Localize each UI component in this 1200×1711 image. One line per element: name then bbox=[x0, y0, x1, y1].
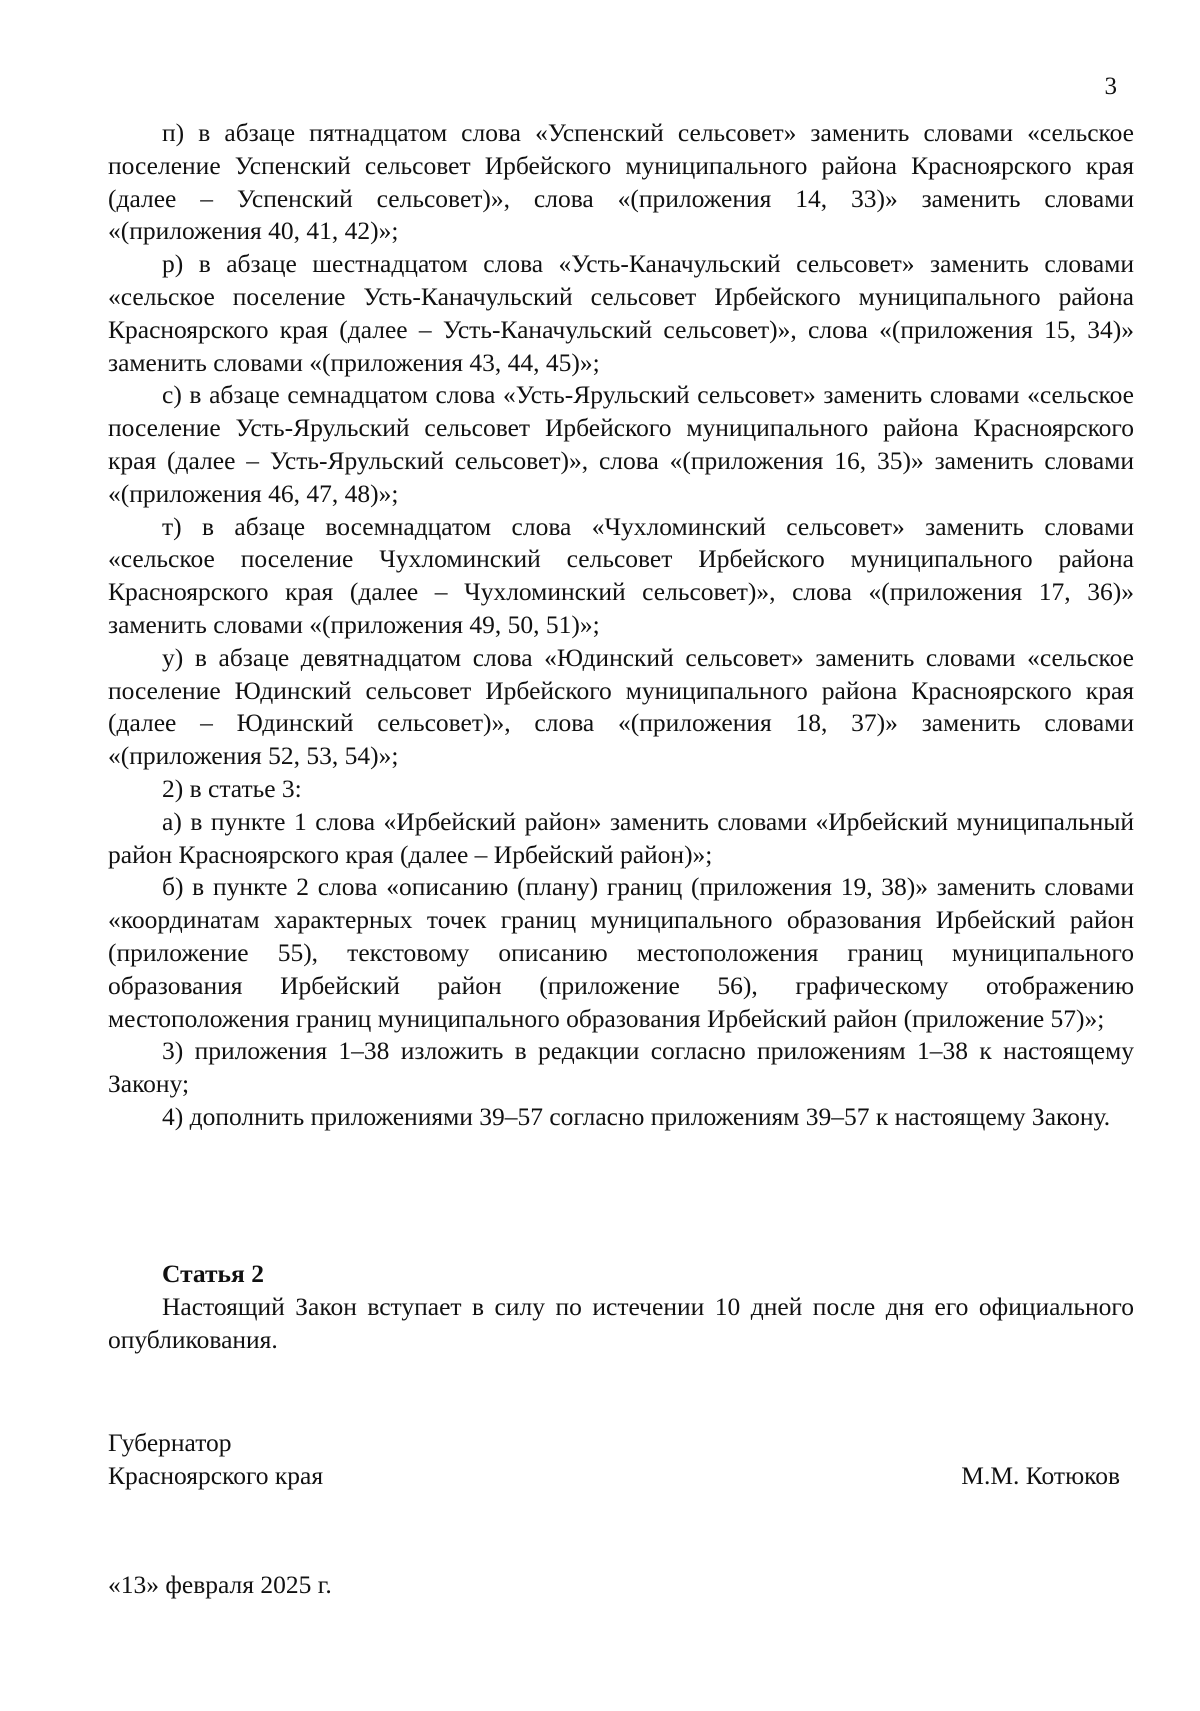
paragraph-3: 3) приложения 1–38 изложить в редакции согласно приложениям 1–38 к настоящему Закону; bbox=[108, 1036, 1134, 1099]
paragraph-4: 4) дополнить приложениями 39–57 согласно приложениям 39–57 к настоящему Закону. bbox=[162, 1101, 1111, 1131]
signing-date: «13» февраля 2025 г. bbox=[108, 1570, 332, 1599]
paragraph-r: р) в абзаце шестнадцатом слова «Усть-Каначульский сельсовет» заменить словами «сельское поселение Усть-Каначульский сельсовет Ирбейского муниципального района Красноярского края (далее – Усть-Каначульский сельсовет)», слова «(приложения 15, 34)» заменить словами «(приложения 43, 44, 45)»; bbox=[108, 249, 1134, 377]
paragraph-u: у) в абзаце девятнадцатом слова «Юдинский сельсовет» заменить словами «сельское поселение Юдинский сельсовет Ирбейского муниципального района Красноярского края (далее – Юдинский сельсовет)», слова «(приложения 18, 37)» заменить словами «(приложения 52, 53, 54)»; bbox=[108, 642, 1134, 771]
signatory-name: М.М. Котюков bbox=[961, 1461, 1120, 1490]
paragraph-s: с) в абзаце семнадцатом слова «Усть-Ярульский сельсовет» заменить словами «сельское поселение Усть-Ярульский сельсовет Ирбейского муниципального района Красноярского края (далее – Усть-Ярульский сельсовет)», слова «(приложения 16, 35)» заменить словами «(приложения 46, 47, 48)»; bbox=[108, 380, 1134, 508]
paragraph-t: т) в абзаце восемнадцатом слова «Чухломинский сельсовет» заменить словами «сельское поселение Чухломинский сельсовет Ирбейского муниципального района Красноярского края (далее – Чухломинский сельсовет)», слова «(приложения 17, 36)» заменить словами «(приложения 49, 50, 51)»; bbox=[108, 511, 1134, 639]
signature-block bbox=[108, 1426, 1128, 1492]
paragraph-a: а) в пункте 1 слова «Ирбейский район» заменить словами «Ирбейский муниципальный район Красноярского края (далее – Ирбейский район)»; bbox=[108, 806, 1134, 869]
article-text: Настоящий Закон вступает в силу по истечении 10 дней после дня его официального опубликования. bbox=[108, 1291, 1134, 1354]
position-line-2: Красноярского края bbox=[108, 1461, 324, 1490]
paragraph-article-3: 2) в статье 3: bbox=[162, 773, 302, 803]
paragraph-b: б) в пункте 2 слова «описанию (плану) границ (приложения 19, 38)» заменить словами «координатам характерных точек границ муниципального образования Ирбейский район (приложение 55), текстовому описанию местоположения границ муниципального образования Ирбейский район (приложение 56), графическому отображению местоположения границ муниципального образования Ирбейский район (приложение 57)»; bbox=[108, 872, 1134, 1033]
paragraph-p: п) в абзаце пятнадцатом слова «Успенский сельсовет» заменить словами «сельское поселение Успенский сельсовет Ирбейского муниципального района Красноярского края (далее – Успенский сельсовет)», слова «(приложения 14, 33)» заменить словами «(приложения 40, 41, 42)»; bbox=[108, 118, 1134, 246]
article-title: Статья 2 bbox=[162, 1259, 264, 1288]
article-2 bbox=[108, 1258, 1134, 1356]
amendments-text bbox=[108, 117, 1134, 1134]
page-number: 3 bbox=[1104, 73, 1117, 100]
position-line-1: Губернатор bbox=[108, 1428, 232, 1457]
